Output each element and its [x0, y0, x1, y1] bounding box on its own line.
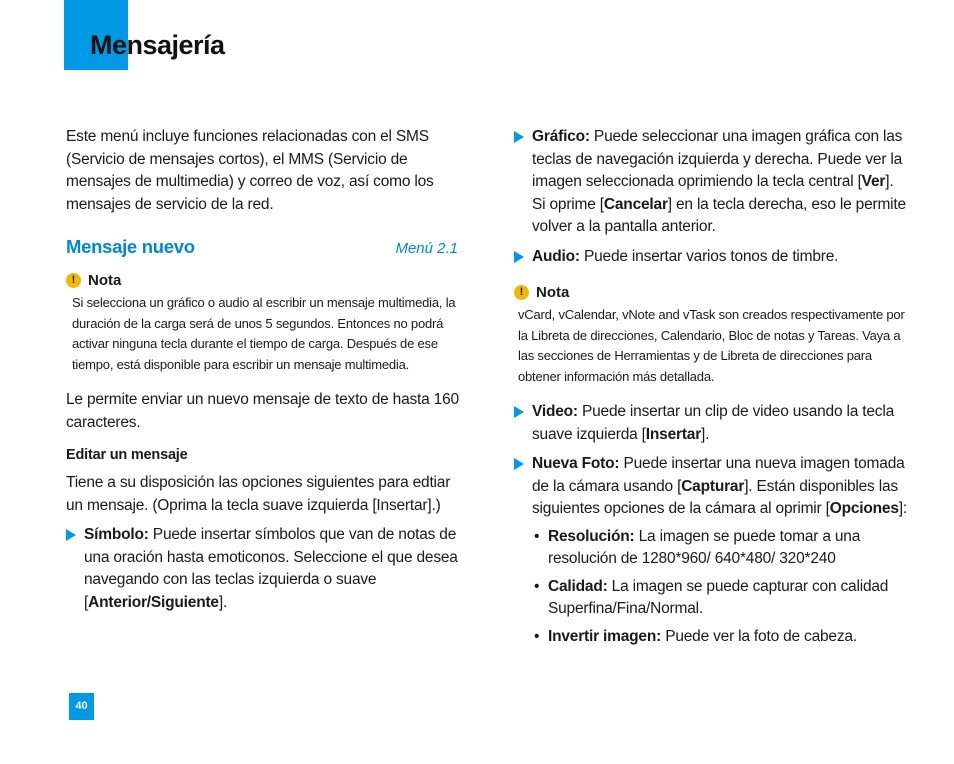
arrow-right-icon: [66, 529, 76, 541]
note-title: Nota: [536, 284, 570, 301]
option-label: Símbolo:: [84, 526, 149, 543]
option-label: Resolución:: [548, 527, 635, 545]
camera-options-list: [534, 526, 909, 649]
note-text: vCard, vCalendar, vNote and vTask son creados respectivamente por la Libreta de direcciones, Calendario, Bloc de notas y Tareas. Vaya a las secciones de Herramientas y de Libreta de direcciones para obtener información más detallada.: [518, 307, 905, 384]
bullet-icon: •: [534, 577, 540, 595]
key-name: Cancelar: [603, 195, 668, 213]
option-text: Símbolo: Puede insertar símbolos que van de notas de una oración hasta emoticonos. Seleccione el que desea navegando con las teclas izquierda o suave [Anterior/Siguiente].: [84, 526, 458, 611]
section-description: Le permite enviar un nuevo mensaje de texto de hasta 160 caracteres.: [66, 391, 459, 431]
list-item: • Calidad: La imagen se puede capturar con calidad Superfina/Fina/Normal.: [534, 576, 909, 621]
option-label: Calidad:: [548, 577, 608, 595]
option-video: [514, 401, 909, 446]
list-item: • Resolución: La imagen se puede tomar a una resolución de 1280*960/ 640*480/ 320*240: [534, 526, 909, 571]
page-number: 40: [69, 693, 94, 720]
option-label: Video:: [532, 403, 578, 420]
exclamation-icon: !: [66, 273, 81, 288]
option-text: Nueva Foto: Puede insertar una nueva imagen tomada de la cámara usando [Capturar]. Están disponibles las siguientes opciones de la cámara al oprimir [Opciones]:: [532, 455, 907, 517]
option-text: Audio: Puede insertar varios tonos de timbre.: [532, 247, 839, 265]
arrow-right-icon: [514, 406, 524, 418]
arrow-right-icon: [514, 458, 524, 470]
arrow-right-icon: [514, 131, 524, 143]
note-text: Si selecciona un gráfico o audio al escribir un mensaje multimedia, la duración de la carga será de unos 5 segundos. Entonces no podrá activar ninguna tecla durante el tiempo de carga. Después de ese tiempo, está disponible para escribir un mensaje multimedia.: [72, 295, 456, 372]
option-simbolo: [66, 524, 462, 614]
option-label: Gráfico:: [532, 128, 590, 145]
option-label: Invertir imagen:: [548, 627, 662, 645]
note-header: [66, 272, 462, 289]
note-title: Nota: [88, 272, 122, 289]
page-title: Mensajería: [90, 30, 225, 60]
arrow-right-icon: [514, 251, 524, 263]
section-title: Mensaje nuevo: [66, 236, 195, 257]
option-text: Gráfico: Puede seleccionar una imagen gráfica con las teclas de navegación izquierda y derecha. Puede ver la imagen seleccionada oprimiendo la tecla central [Ver]. Si oprime [Cancelar] en la tecla derecha, eso le permite volver a la pantalla anterior.: [532, 128, 906, 235]
option-grafico: [514, 126, 909, 239]
key-name: Ver: [861, 173, 886, 190]
exclamation-icon: !: [514, 285, 529, 300]
key-name: Opciones: [829, 500, 899, 517]
bullet-icon: •: [534, 627, 540, 645]
option-nueva-foto: [514, 453, 909, 521]
option-label: Audio:: [532, 247, 580, 265]
subheading: Editar un mensaje: [66, 447, 188, 463]
options-intro: Tiene a su disposición las opciones siguientes para edtiar un mensaje. (Oprima la tecla suave izquierda [Insertar].): [66, 474, 451, 514]
option-label: Nueva Foto:: [532, 455, 620, 472]
key-name: Anterior/Siguiente: [88, 593, 219, 611]
right-column: [514, 126, 909, 648]
intro-paragraph: Este menú incluye funciones relacionadas con el SMS (Servicio de mensajes cortos), el MMS (Servicio de mensajes de multimedia) y correo de voz, así como los mensajes de servicio de la red.: [66, 128, 434, 213]
note-header: [514, 284, 909, 301]
option-text: Video: Puede insertar un clip de video usando la tecla suave izquierda [Insertar].: [532, 403, 895, 443]
list-item: • Invertir imagen: Puede ver la foto de cabeza.: [534, 626, 909, 649]
bullet-icon: •: [534, 527, 540, 545]
section-header: [66, 236, 462, 258]
menu-reference: Menú 2.1: [395, 240, 458, 257]
left-column: [66, 126, 462, 614]
option-audio: [514, 246, 909, 269]
key-name: Capturar: [681, 477, 745, 495]
key-name: Insertar: [645, 425, 702, 443]
